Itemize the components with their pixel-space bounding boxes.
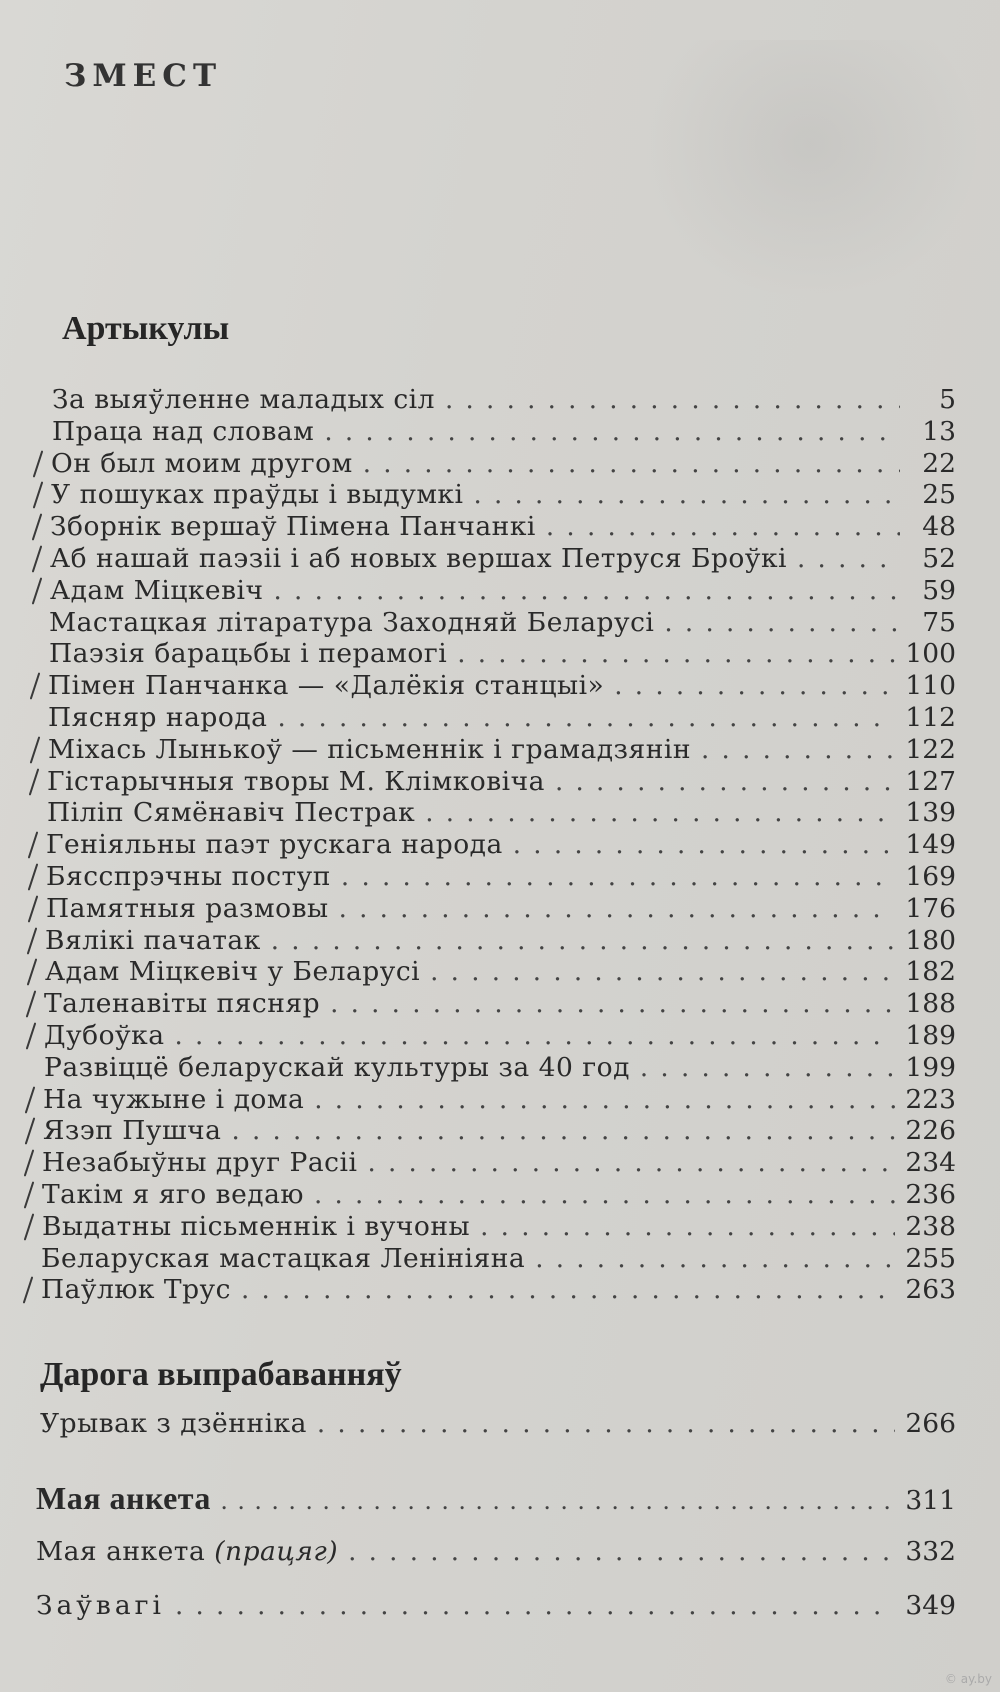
- dot-leader: [425, 798, 895, 828]
- toc-row: [50, 511, 956, 542]
- toc-row-notes: [36, 1590, 956, 1621]
- dot-leader: [430, 957, 895, 987]
- toc-row: [47, 797, 956, 828]
- dot-leader: [314, 1085, 895, 1115]
- toc-row-title: Паэзія барацьбы і перамогі: [49, 638, 448, 670]
- toc-row: [52, 384, 956, 415]
- pencil-mark: [24, 1213, 35, 1240]
- toc-row-page: 127: [905, 765, 956, 797]
- toc-row: [48, 734, 956, 765]
- toc-row: [43, 1115, 956, 1146]
- pencil-mark: [33, 482, 44, 509]
- toc-row-page: 223: [905, 1083, 956, 1115]
- dot-leader: [546, 512, 900, 542]
- toc-row: [43, 1084, 956, 1115]
- toc-row-page: 180: [905, 924, 956, 956]
- pencil-mark: [23, 1277, 34, 1304]
- toc-row-diary: [40, 1408, 956, 1439]
- dot-leader: [341, 862, 895, 892]
- toc-row: [44, 1052, 956, 1083]
- toc-row: [44, 988, 956, 1019]
- toc-row: [48, 702, 956, 733]
- toc-row-title: Урывак з дзённіка: [40, 1408, 307, 1439]
- toc-row: [51, 448, 956, 479]
- dot-leader: [445, 385, 900, 415]
- toc-row-title: Адам Міцкевіч у Беларусі: [45, 956, 421, 988]
- toc-row-page: 122: [905, 733, 956, 765]
- toc-row-title: Развіццё беларускай культуры за 40 год: [44, 1051, 630, 1083]
- toc-row-title: Дубоўка: [44, 1020, 165, 1051]
- contents-heading: ЗМЕСТ: [64, 58, 223, 94]
- toc-row-page: 169: [905, 861, 956, 892]
- toc-row-note: (працяг): [214, 1536, 339, 1567]
- toc-row-title: У пошуках праўды і выдумкі: [51, 479, 464, 511]
- pencil-mark: [26, 991, 37, 1018]
- toc-row-page: 332: [905, 1536, 956, 1567]
- toc-row-anketa: [36, 1480, 956, 1517]
- toc-row: [42, 1211, 956, 1242]
- dot-leader: [367, 1148, 895, 1178]
- dot-leader: [324, 417, 900, 447]
- toc-row: [46, 893, 956, 924]
- toc-row-title: Аб нашай паэзіі і аб новых вершах Петруся Броўкі: [50, 543, 788, 574]
- toc-row-title: Геніяльны паэт рускага народа: [46, 829, 503, 861]
- dot-leader: [457, 639, 895, 669]
- dot-leader: [640, 1053, 896, 1083]
- pencil-mark: [29, 768, 40, 795]
- dot-leader: [664, 608, 900, 638]
- dot-leader: [241, 1275, 895, 1305]
- pencil-mark: [25, 1086, 36, 1113]
- dot-leader: [614, 671, 895, 701]
- toc-row-title-main: Мая анкета: [36, 1536, 206, 1567]
- toc-row-title: Памятныя размовы: [46, 892, 329, 924]
- toc-row-title: Беларуская мастацкая Ленініяна: [41, 1242, 526, 1274]
- toc-row-page: 112: [905, 702, 956, 733]
- pencil-mark: [27, 959, 38, 986]
- toc-row-title: Выдатны пісьменнік і вучоны: [42, 1210, 471, 1242]
- dot-leader: [480, 1212, 895, 1242]
- toc-row-page: 5: [939, 384, 956, 415]
- dot-leader: [363, 449, 900, 479]
- toc-row: [51, 479, 956, 510]
- toc-row-page: 176: [905, 892, 956, 924]
- pencil-mark: [28, 832, 39, 859]
- toc-row: [45, 956, 956, 987]
- toc-row-anketa-cont: [36, 1536, 956, 1567]
- toc-row-page: 52: [922, 543, 956, 574]
- dot-leader: [555, 767, 895, 797]
- toc-row-title: Язэп Пушча: [43, 1115, 222, 1147]
- toc-row-page: 238: [905, 1210, 956, 1242]
- dot-leader: [175, 1021, 896, 1051]
- toc-row-page: 139: [905, 797, 956, 829]
- toc-row-page: 266: [905, 1408, 956, 1439]
- pencil-mark: [24, 1181, 35, 1208]
- dot-leader: [314, 1180, 895, 1210]
- dot-leader: [473, 480, 900, 510]
- toc-row: [46, 861, 956, 892]
- pencil-mark: [32, 577, 43, 604]
- toc-row: [49, 607, 956, 638]
- section-title-road: Дарога выпрабаванняў: [40, 1356, 402, 1393]
- pencil-mark: [25, 1118, 36, 1145]
- pencil-mark: [30, 736, 41, 763]
- toc-row: [52, 416, 956, 447]
- toc-row-page: 59: [922, 574, 956, 606]
- toc-row-page: 199: [905, 1051, 956, 1083]
- pencil-mark: [28, 895, 39, 922]
- dot-leader: [277, 703, 895, 733]
- toc-row: [47, 766, 956, 797]
- pencil-mark: [30, 673, 41, 700]
- section-title-articles: Артыкулы: [62, 310, 230, 347]
- dot-leader: [231, 1116, 895, 1146]
- toc-row-title: Мая анкета: [36, 1480, 211, 1516]
- pencil-mark: [24, 1150, 35, 1177]
- toc-row-title: Паўлюк Трус: [41, 1274, 231, 1306]
- toc-row-page: 189: [905, 1020, 956, 1051]
- toc-row-title: Зборнік вершаў Пімена Панчанкі: [50, 511, 536, 543]
- pencil-mark: [33, 450, 44, 477]
- toc-row-title: Піліп Сямёнавіч Пестрак: [47, 797, 416, 829]
- dot-leader: [513, 830, 896, 860]
- toc-row-title: Мастацкая літаратура Заходняй Беларусі: [49, 606, 655, 638]
- toc-row-page: 263: [905, 1274, 956, 1306]
- toc-row: [45, 925, 956, 956]
- toc-row-page: 182: [905, 956, 956, 988]
- toc-row: [49, 638, 956, 669]
- toc-row-title: Такім я яго ведаю: [42, 1179, 304, 1210]
- toc-row-page: 149: [905, 829, 956, 861]
- watermark: © ay.by: [944, 1672, 992, 1686]
- toc-row-page: 236: [905, 1179, 956, 1210]
- pencil-mark: [28, 863, 39, 890]
- dot-leader: [701, 735, 895, 765]
- toc-row-title: Гістарычныя творы М. Клімковіча: [47, 765, 545, 797]
- dot-leader: [317, 1409, 896, 1439]
- dot-leader: [535, 1244, 895, 1274]
- pencil-mark: [27, 927, 38, 954]
- dot-leader: [274, 576, 900, 606]
- toc-row-title: Праца над словам: [52, 415, 315, 447]
- pencil-mark: [32, 545, 43, 572]
- toc-row-page: 349: [905, 1590, 956, 1621]
- toc-row-page: 22: [922, 447, 956, 479]
- toc-row: [44, 1020, 956, 1051]
- toc-row-title: Бясспрэчны поступ: [46, 861, 331, 892]
- pencil-mark: [26, 1022, 37, 1049]
- toc-row-title: Таленавіты пясняр: [44, 988, 321, 1020]
- toc-row-page: 75: [922, 606, 956, 638]
- toc-row-title: Он был моим другом: [51, 447, 353, 479]
- toc-row-page: 100: [905, 638, 956, 670]
- dot-leader: [175, 1591, 895, 1621]
- toc-row: [42, 1179, 956, 1210]
- toc-row-title: На чужыне і дома: [43, 1083, 305, 1115]
- toc-row-title: Пімен Панчанка — «Далёкія станцыі»: [48, 670, 605, 702]
- toc-row: [41, 1243, 956, 1274]
- dot-leader: [348, 1537, 895, 1567]
- ink-bleed: [640, 40, 980, 300]
- toc-row-title: Адам Міцкевіч: [50, 574, 264, 606]
- toc-row-title: Пясняр народа: [48, 702, 268, 733]
- toc-row-page: 48: [922, 511, 956, 543]
- toc-row-page: 13: [922, 415, 956, 447]
- toc-row-page: 110: [905, 670, 956, 702]
- toc-row: [46, 829, 956, 860]
- toc-row-page: 188: [905, 988, 956, 1020]
- toc-row-page: 234: [905, 1147, 956, 1179]
- toc-row: [42, 1147, 956, 1178]
- toc-row-title: За выяўленне маладых сіл: [52, 384, 435, 415]
- toc-row-title: Міхась Лынькоў — пісьменнік і грамадзянін: [48, 733, 692, 765]
- toc-row-page: 311: [905, 1485, 956, 1516]
- toc-row: [48, 670, 956, 701]
- pencil-mark: [32, 514, 43, 541]
- toc-row-page: 25: [922, 479, 956, 511]
- toc-row-page: 226: [905, 1115, 956, 1147]
- toc-row-title: Вялікі пачатак: [45, 924, 261, 956]
- toc-row-title: Заўвагі: [36, 1590, 165, 1621]
- toc-row: [41, 1274, 956, 1305]
- dot-leader: [797, 544, 900, 574]
- toc-row: [50, 575, 956, 606]
- dot-leader: [271, 926, 896, 956]
- dot-leader: [330, 989, 895, 1019]
- dot-leader: [221, 1486, 896, 1516]
- toc-row-title: Незабыўны друг Расіі: [42, 1147, 358, 1179]
- dot-leader: [339, 894, 896, 924]
- toc-row-title: [36, 1536, 338, 1567]
- toc-row: [50, 543, 956, 574]
- toc-row-page: 255: [905, 1242, 956, 1274]
